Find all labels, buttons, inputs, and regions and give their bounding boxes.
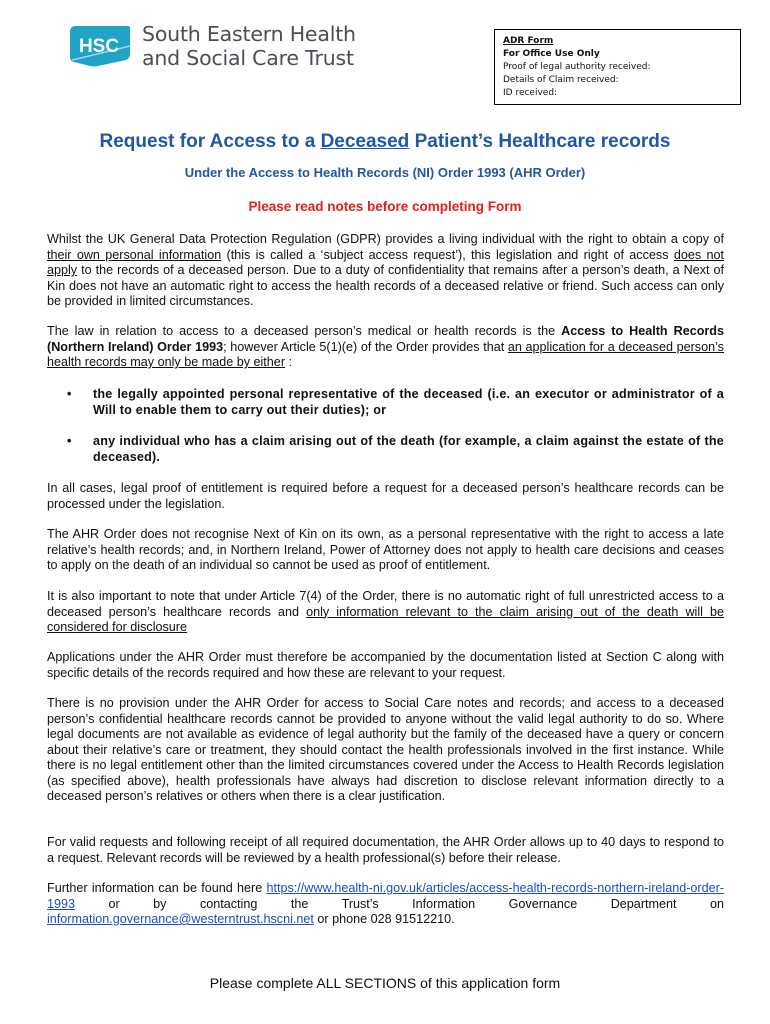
page-subtitle: Under the Access to Health Records (NI) Order 1993 (AHR Order) (184, 165, 586, 180)
trust-name-line1: South Eastern Health (142, 22, 356, 46)
paragraph-gdpr (47, 232, 724, 310)
para6-text: Applications under the AHR Order must therefore be accompanied by the documentation listed at Section C along with specific details of the records required and how these are relevant to your request. (47, 650, 724, 680)
paragraph-timescale (47, 835, 724, 866)
paragraph-article-7 (47, 589, 724, 636)
para2-bold: Access to Health Records (Northern Ireland) Order 1993 (47, 324, 724, 354)
bullet-text: any individual who has a claim arising out of the death (for example, a claim against the estate of the deceased). (93, 434, 724, 464)
title-pre: Request for Access to a (99, 131, 321, 152)
para2-text-a: The law in relation to access to a deceased person’s medical or health records is the (47, 324, 562, 338)
bullet-icon: • (67, 434, 72, 448)
para5-text-a: It is also important to note that under Article 7(4) of the Order, there is no automatic right of full unrestricted access to a deceased person’s healthcare records and (47, 589, 724, 619)
paragraph-social-care (47, 696, 724, 805)
trust-name (142, 22, 356, 70)
title-underlined: Deceased (320, 131, 410, 152)
claim-received-label: Details of Claim received: (503, 75, 619, 85)
para9-text-b: or by contacting the Trust’s Information Governance Department on (75, 896, 724, 911)
para3-text: In all cases, legal proof of entitlement is required before a request for a deceased person’s healthcare records can be processed under the legislation. (47, 481, 724, 511)
para9-text-c: or phone 028 91512210. (313, 912, 455, 926)
para1-text-b: (this is called a ‘subject access request’), this legislation and right of access (221, 247, 674, 262)
para8-text: For valid requests and following receipt of all required documentation, the AHR Order allows up to 40 days to respond to a request. Relevant records will be reviewed by a health professional(s) before their release. (47, 835, 724, 865)
office-use-label: For Office Use Only (503, 49, 600, 59)
office-use-box (494, 29, 741, 105)
para2-underline: an application for a deceased person’s health records may only be made by either (47, 339, 724, 369)
trust-logo (68, 22, 356, 70)
read-notes-notice: Please read notes before completing Form (248, 199, 522, 214)
paragraph-next-of-kin (47, 527, 724, 574)
para2-text-c: : (285, 355, 293, 369)
hsc-logo-icon (68, 24, 132, 68)
paragraph-documentation (47, 650, 724, 681)
para7-text: There is no provision under the AHR Order for access to Social Care notes and records; and access to a deceased person’s confidential healthcare records cannot be provided to anyone without the valid legal authority to do so. Where legal documents are not available as evidence of legal authority but the family of the deceased have a query or concern about their relative’s care or treatment, they should contact the health professionals involved in the first instance. While there is no legal entitlement other than the limited circumstances covered under the Access to Health Records legislation (as specified above), health professionals have always had discretion to disclose relevant information directly to a deceased person’s relatives or others when there is a clear justification. (47, 696, 724, 803)
email-link[interactable]: information.governance@westerntrust.hscni.net (47, 912, 314, 926)
para4-text: The AHR Order does not recognise Next of Kin on its own, as a personal representative with the right to access a late relative’s health records; and, in Northern Ireland, Power of Attorney does not apply to health care decisions and ceases to apply on the death of an individual so cannot be used as proof of entitlement. (47, 527, 724, 572)
para2-text-b: ; however Article 5(1)(e) of the Order provides that (223, 339, 508, 354)
title-post: Patient’s Healthcare records (409, 131, 671, 152)
paragraph-legal-proof (47, 481, 724, 512)
health-ni-link[interactable]: https://www.health-ni.gov.uk/articles/access-health-records-northern-ireland-order-1993 (47, 881, 724, 911)
bullet-item (47, 387, 724, 418)
paragraph-law (47, 324, 724, 371)
id-received-label: ID received: (503, 88, 558, 98)
page-title (0, 131, 770, 153)
paragraph-further-info (47, 881, 724, 928)
trust-name-line2: and Social Care Trust (142, 46, 354, 70)
bullet-item (47, 434, 724, 465)
bullet-icon: • (67, 387, 72, 401)
para5-underline: only information relevant to the claim arising out of the death will be considered for disclosure (47, 604, 724, 634)
para1-underline-1: their own personal information (47, 247, 222, 262)
proof-received-label: Proof of legal authority received: (503, 62, 651, 72)
footer-instruction: Please complete ALL SECTIONS of this application form (209, 975, 561, 991)
bullet-text: the legally appointed personal representative of the deceased (i.e. an executor or administrator of a Will to enable them to carry out their duties); or (93, 387, 724, 417)
para1-underline-2: does not apply (47, 247, 724, 277)
form-name: ADR Form (503, 36, 554, 46)
para1-text-c: to the records of a deceased person. Due to a duty of confidentiality that remains after a person’s death, a Next of Kin does not have an automatic right to access the health records of a deceased relative or friend. Such access can only be provided in limited circumstances. (47, 263, 724, 308)
para1-text-a: Whilst the UK General Data Protection Regulation (GDPR) provides a living individual with the right to obtain a copy of (47, 232, 724, 246)
para9-text-a: Further information can be found here (47, 881, 267, 895)
hsc-logo-text: HSC (78, 36, 120, 57)
